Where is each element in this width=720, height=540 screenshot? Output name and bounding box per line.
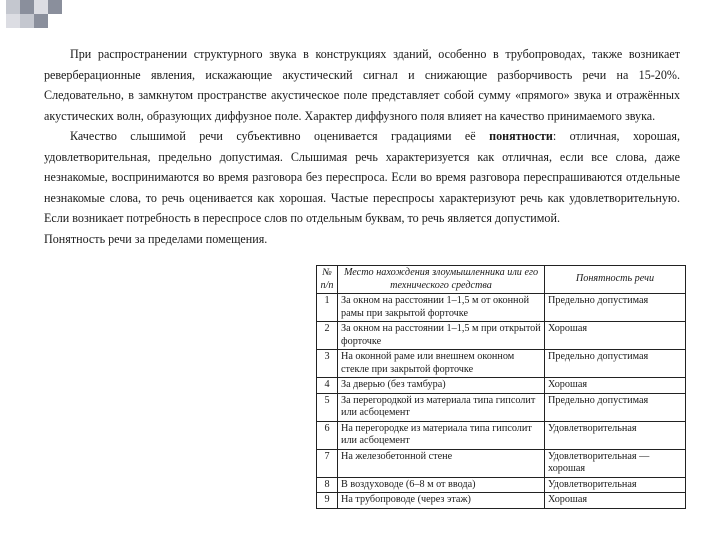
table-caption: Понятность речи за пределами помещения. xyxy=(44,231,268,246)
table-row xyxy=(317,449,686,477)
deco-square xyxy=(34,0,48,14)
row-number: 9 xyxy=(317,493,338,509)
row-location: В воздуховоде (6–8 м от ввода) xyxy=(338,477,545,493)
row-number: 4 xyxy=(317,378,338,394)
document-body xyxy=(44,44,680,249)
row-number: 5 xyxy=(317,393,338,421)
row-number: 8 xyxy=(317,477,338,493)
decorative-squares xyxy=(0,0,720,40)
row-location: На железобетонной стене xyxy=(338,449,545,477)
row-intelligibility: Хорошая xyxy=(545,493,686,509)
table-row xyxy=(317,294,686,322)
deco-square xyxy=(48,0,62,14)
row-intelligibility: Удовлетворительная — хорошая xyxy=(545,449,686,477)
deco-square xyxy=(20,0,34,14)
row-location: На оконной раме или внешнем оконном стекле при закрытой форточке xyxy=(338,350,545,378)
row-location: За перегородкой из материала типа гипсолит или асбоцемент xyxy=(338,393,545,421)
row-intelligibility: Удовлетворительная xyxy=(545,421,686,449)
row-intelligibility: Предельно допустимая xyxy=(545,294,686,322)
table-row xyxy=(317,477,686,493)
row-location: За дверью (без тамбура) xyxy=(338,378,545,394)
header-number: № п/п xyxy=(317,266,338,294)
row-location: На трубопроводе (через этаж) xyxy=(338,493,545,509)
row-intelligibility: Предельно допустимая xyxy=(545,350,686,378)
deco-square xyxy=(34,14,48,28)
row-number: 7 xyxy=(317,449,338,477)
paragraph-reverberation: При распространении структурного звука в конструкциях зданий, особенно в трубопроводах, также возникает реверберационные явления, искажающие акустический сигнал и снижающие разборчивость речи на 15-20%. Следовательно, в замкнутом пространстве акустическое поле представляет собой сумму «прямого» звука и отражённых акустических волн, образующих диффузное поле. Характер диффузного поля влияет на качество принимаемого звука. xyxy=(44,47,680,123)
table-header-row xyxy=(317,266,686,294)
table-row xyxy=(317,322,686,350)
row-number: 2 xyxy=(317,322,338,350)
paragraph-speech-quality xyxy=(44,126,680,229)
row-location: За окном на расстоянии 1–1,5 м от оконной рамы при закрытой форточке xyxy=(338,294,545,322)
row-number: 1 xyxy=(317,294,338,322)
row-intelligibility: Удовлетворительная xyxy=(545,477,686,493)
header-intelligibility: Понятность речи xyxy=(545,266,686,294)
row-intelligibility: Предельно допустимая xyxy=(545,393,686,421)
row-location: За окном на расстоянии 1–1,5 м при открытой форточке xyxy=(338,322,545,350)
table-row xyxy=(317,421,686,449)
row-location: На перегородке из материала типа гипсолит или асбоцемент xyxy=(338,421,545,449)
row-number: 3 xyxy=(317,350,338,378)
row-intelligibility: Хорошая xyxy=(545,378,686,394)
deco-square xyxy=(20,14,34,28)
deco-square xyxy=(6,0,20,14)
table-row xyxy=(317,350,686,378)
row-intelligibility: Хорошая xyxy=(545,322,686,350)
paragraph-text: : отличная, хорошая, удовлетворительная, предельно допустимая. Слышимая речь характеризуется как отличная, если все слова, даже незнакомые, воспринимаются во время разговора без переспроса. Если во время разговора переспрашиваются отдельные незнакомые слова, то речь оценивается как хорошая. Частые переспросы характеризуют речь как удовлетворительную. Если возникает потребность в переспросе слов по отдельным буквам, то речь является допустимой. xyxy=(44,129,680,225)
row-number: 6 xyxy=(317,421,338,449)
intelligibility-table xyxy=(316,265,686,509)
header-location: Место нахождения злоумышленника или его технического средства xyxy=(338,266,545,294)
term-intelligibility: понятности xyxy=(489,129,553,143)
deco-square xyxy=(6,14,20,28)
table-row xyxy=(317,378,686,394)
paragraph-text: Качество слышимой речи субъективно оценивается градациями её xyxy=(70,129,490,143)
table-row xyxy=(317,393,686,421)
table-row xyxy=(317,493,686,509)
